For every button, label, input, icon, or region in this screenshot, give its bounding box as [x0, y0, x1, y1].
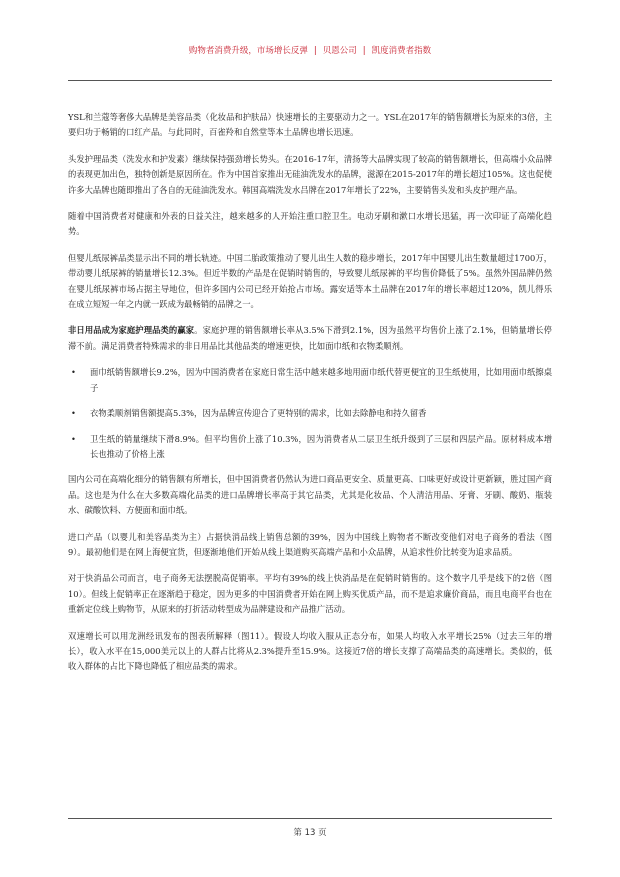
bullet-text: 卫生纸的销量继续下滑8.9%。但平均售价上涨了10.3%，因为消费者从二层卫生纸升级到了三层和四层产品。原材料成本增长也推动了价格上涨	[90, 433, 552, 459]
bullet-text: 衣物柔顺剂销售额提高5.3%，因为品牌宣传迎合了更特别的需求，比如去除静电和持久留香	[90, 408, 427, 419]
header-divider	[68, 80, 552, 81]
paragraph-beauty: YSL和兰蔻等奢侈大品牌是美容品类（化妆品和护肤品）快速增长的主要驱动力之一。YSL在2017年的销售额增长为原来的3倍，主要归功于畅销的口红产品。与此同时，百雀羚和自然堂等本土品牌也增长迅速。	[68, 112, 552, 138]
page-number: 第 13 页	[293, 828, 327, 838]
bullet-text: 面巾纸销售额增长9.2%，因为中国消费者在家庭日常生活中越来越多地用面巾纸代替更便宜的卫生纸使用，比如用面巾纸擦桌子	[90, 367, 552, 393]
paragraph-imports: 国内公司在高端化细分的销售额有所增长，但中国消费者仍然认为进口商品更安全、质量更高、口味更好或设计更新颖，胜过国产商品。这也是为什么在大多数高端化品类的进口品牌增长率高于其它品类，尤其是化妆品、个人清洁用品、牙膏、牙刷、酸奶、瓶装水、碳酸饮料、方便面和面巾纸。	[68, 474, 552, 516]
bullet-item	[68, 406, 552, 421]
paragraph-online-imports: 进口产品（以婴儿和美容品类为主）占据快消品线上销售总额的39%，因为中国线上购物者不断改变他们对电子商务的看法（图9）。最初他们是在网上海便宜货，但逐渐地他们开始从线上渠道购买高端产品和小众品牌，从追求性价比转变为追求品质。	[68, 531, 552, 557]
paragraph-promotions: 对于快消品公司而言，电子商务无法摆脱高促销率。平均有39%的线上快消品是在促销时销售的。这个数字几乎是线下的2倍（图10）。但线上促销率正在逐渐趋于稳定，因为更多的中国消费者开始在网上购买优质产品，而不是追求廉价商品，而且电商平台也在重新定位线上购物节，从原来的打折活动转型成为品牌建设和产品推广活动。	[68, 573, 552, 615]
paragraph-hair-care: 头发护理品类（洗发水和护发素）继续保持强劲增长势头。在2016-17年，清扬等大品牌实现了较高的销售额增长，但高端小众品牌的表现更加出色，独特创新是原因所在。作为中国首家推出无硅油洗发水的品牌，滋源在2015-2017年的增长超过105%。这也促使许多大品牌也随即推出了各自的无硅油洗发水。韩国高端洗发水吕牌在2017年增长了22%，主要销售头发和头皮护理产品。	[68, 153, 552, 195]
bullet-dot: •	[71, 433, 76, 444]
header-report: 凯度消费者指数	[371, 46, 432, 56]
paragraph-home-care-lead: 非日用品成为家庭护理品类的赢家	[68, 325, 195, 336]
bullet-item	[68, 365, 552, 396]
header-separator: |	[313, 46, 317, 56]
page-body	[68, 110, 552, 686]
bullet-dot: •	[71, 408, 76, 419]
header-title: 购物者消费升级，市场增长反弹	[188, 46, 308, 56]
paragraph-income: 双速增长可以用龙洲经讯发布的图表所解释（图11）。假设人均收入服从正态分布，如果人均收入水平增长25%（过去三年的增长），收入水平在15,000美元以上的人群占比将从2.3%提升至15.9%。这接近7倍的增长支撑了高端品类的高速增长。类似的，低收入群体的占比下降也降低了相应品类的需求。	[68, 630, 552, 672]
header-company: 贝恩公司	[322, 46, 357, 56]
bullet-dot: •	[71, 367, 76, 378]
paragraph-diapers: 但婴儿纸尿裤品类显示出不同的增长轨迹。中国二胎政策推动了婴儿出生人数的稳步增长，2017年中国婴儿出生数量超过1700万，带动婴儿纸尿裤的销量增长12.3%。但近半数的产品是在促销时销售的，导致婴儿纸尿裤的平均售价降低了5%。虽然外国品牌仍然在婴儿纸尿裤市场占据主导地位，但许多国内公司已经开始抢占市场。露安适等本土品牌在2017年的增长率超过120%，凯儿得乐在成立短短一年之内就一跃成为最畅销的品牌之一。	[68, 252, 552, 310]
header-separator: |	[362, 46, 366, 56]
paragraph-home-care-text: 。家庭护理的销售额增长率从3.5%下滑到2.1%，因为虽然平均售价上涨了2.1%，但销量增长停滞不前。满足消费者特殊需求的非日用品比其他品类的增速更快，比如面巾纸和衣物柔顺剂。	[68, 325, 552, 351]
running-header	[0, 44, 620, 56]
home-care-bullets	[68, 365, 552, 462]
footer-divider	[68, 818, 552, 819]
paragraph-oral-care: 随着中国消费者对健康和外表的日益关注，越来越多的人开始注重口腔卫生。电动牙刷和漱口水增长迅猛，再一次印证了高端化趋势。	[68, 211, 552, 237]
paragraph-home-care	[68, 323, 552, 354]
bullet-item	[68, 432, 552, 463]
